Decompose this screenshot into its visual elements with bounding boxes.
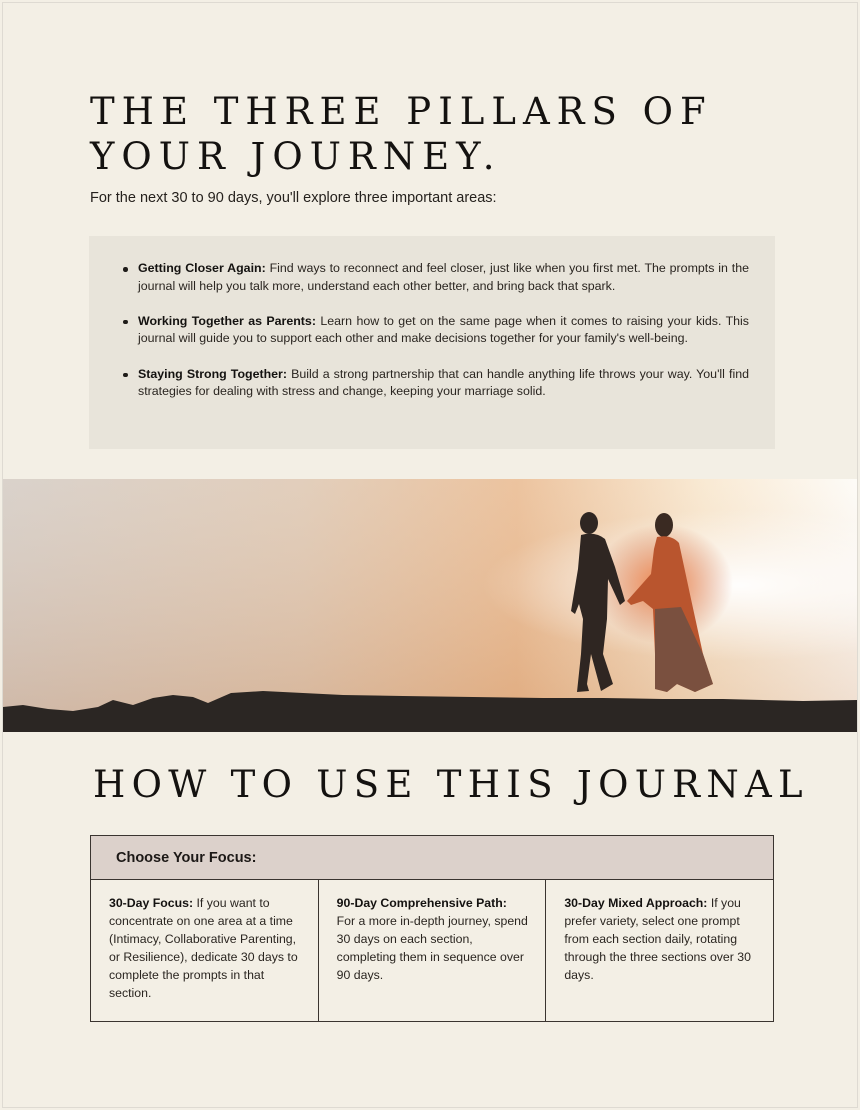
pillar-item [122, 366, 749, 401]
pillar-item [122, 313, 749, 348]
focus-option-text: If you want to concentrate on one area at a time (Intimacy, Collaborative Parenting, or Resilience), dedicate 30 days to complete the prompts in that section. [109, 896, 298, 1000]
how-to-title: HOW TO USE THIS JOURNAL [93, 763, 809, 806]
sun-glow [3, 479, 858, 732]
pillar-text: Find ways to reconnect and feel closer, just like when you first met. The prompts in the journal will help you talk more, understand each other better, and bring back that spark. [138, 261, 749, 293]
pillar-title: Working Together as Parents: [138, 313, 316, 328]
focus-table [90, 835, 774, 1022]
focus-option-text: For a more in-depth journey, spend 30 days on each section, completing them in sequence over 90 days. [336, 914, 528, 982]
focus-options [91, 880, 773, 1021]
intro-text: For the next 30 to 90 days, you'll explore three important areas: [90, 190, 497, 206]
pillar-text: Learn how to get on the same page when it comes to raising your kids. This journal will guide you to support each other and make decisions together for your family's well-being. [138, 313, 750, 346]
focus-option-text: If you prefer variety, select one prompt from each section daily, rotating through the three sections over 30 days. [564, 896, 751, 982]
pillar-title: Getting Closer Again: [138, 261, 266, 275]
journal-page [2, 2, 858, 1108]
page-title [90, 89, 790, 179]
pillars-panel [89, 236, 775, 449]
title-line-1: THE THREE PILLARS OF [90, 90, 713, 133]
pillar-item [122, 260, 749, 295]
focus-option [91, 880, 319, 1021]
focus-option [319, 880, 547, 1021]
pillar-title: Staying Strong Together: [138, 366, 288, 381]
title-line-2: YOUR JOURNEY. [90, 135, 502, 178]
focus-table-header: Choose Your Focus: [91, 836, 773, 880]
focus-option [546, 880, 773, 1021]
pillars-list [122, 260, 749, 401]
pillar-text: Build a strong partnership that can handle anything life throws your way. You'll find strategies for dealing with stress and change, keeping your marriage solid. [138, 366, 749, 399]
couple-silhouette-photo [3, 479, 858, 732]
focus-option-title: 90-Day Comprehensive Path: [336, 896, 507, 910]
focus-option-title: 30-Day Focus: [109, 896, 194, 910]
focus-option-title: 30-Day Mixed Approach: [564, 896, 708, 910]
